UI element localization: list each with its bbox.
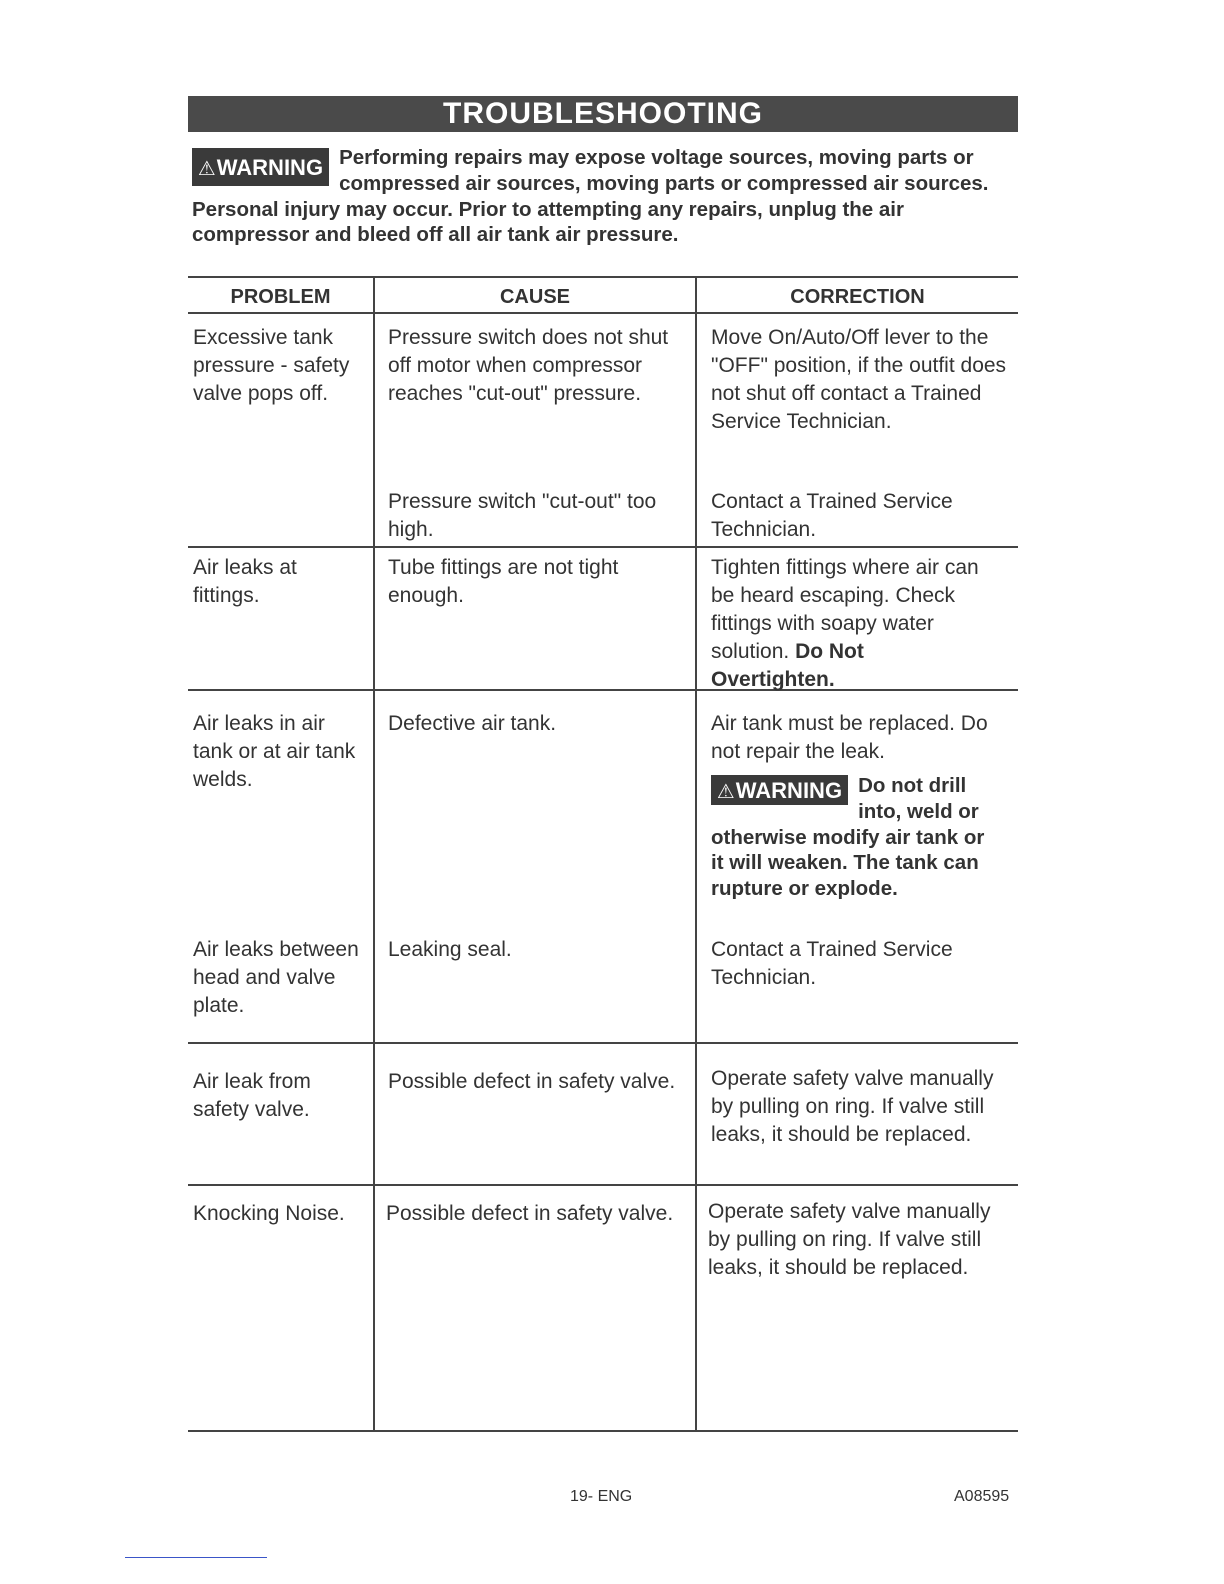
intro-warning-text: Performing repairs may expose voltage sources, moving parts or compressed air sources, moving parts or compressed air sources. Personal injury may occur. Prior to attempting any repairs, unplug the air compressor and bleed off all air tank air pressure. bbox=[192, 146, 989, 247]
correction-cell: Move On/Auto/Off lever to the "OFF" position, if the outfit does not shut off contact a Trained Service Technician. bbox=[711, 326, 1007, 433]
cause-cell: Tube fittings are not tight enough. bbox=[388, 556, 619, 607]
row-divider bbox=[188, 1042, 1018, 1044]
correction-cell: Operate safety valve manually by pulling on ring. If valve still leaks, it should be replaced. bbox=[708, 1200, 991, 1279]
troubleshooting-banner bbox=[188, 96, 1018, 132]
footer-underline bbox=[125, 1557, 267, 1558]
table-top-rule bbox=[188, 276, 1018, 278]
page-title: TROUBLESHOOTING bbox=[443, 97, 763, 130]
cause-cell: Leaking seal. bbox=[388, 938, 512, 961]
cause-cell: Possible defect in safety valve. bbox=[386, 1202, 674, 1225]
header-cause: CAUSE bbox=[499, 286, 570, 308]
column-divider bbox=[695, 276, 697, 1432]
warning-badge bbox=[192, 148, 329, 186]
warning-text: Do not drill into, weld or otherwise modify air tank or it will weaken. The tank can rupture or explode. bbox=[711, 774, 985, 901]
header-correction: CORRECTION bbox=[790, 286, 925, 308]
warning-label: WARNING bbox=[735, 778, 843, 803]
correction-text: Tighten fittings where air can be heard escaping. Check fittings with soapy water solution. bbox=[711, 556, 979, 663]
cause-cell: Defective air tank. bbox=[388, 712, 557, 735]
cause-cell: Possible defect in safety valve. bbox=[388, 1070, 676, 1093]
problem-cell: Air leaks at fittings. bbox=[193, 556, 297, 607]
tank-warning bbox=[711, 773, 1001, 902]
warning-badge bbox=[711, 775, 848, 805]
warning-triangle-icon: ⚠ bbox=[717, 781, 735, 803]
problem-cell: Air leaks in air tank or at air tank welds. bbox=[193, 712, 356, 791]
correction-cell: Air tank must be replaced. Do not repair the leak. bbox=[711, 712, 988, 763]
table-bottom-rule bbox=[188, 1430, 1018, 1432]
header-problem: PROBLEM bbox=[230, 286, 331, 308]
problem-cell: Excessive tank pressure - safety valve pops off. bbox=[193, 326, 350, 405]
row-divider bbox=[188, 1184, 1018, 1186]
problem-cell: Knocking Noise. bbox=[193, 1202, 345, 1225]
problem-cell: Air leaks between head and valve plate. bbox=[193, 938, 359, 1017]
correction-cell: Contact a Trained Service Technician. bbox=[711, 938, 953, 989]
correction-cell bbox=[711, 554, 991, 694]
header-rule bbox=[188, 312, 1018, 314]
warning-label: WARNING bbox=[216, 155, 324, 180]
intro-warning bbox=[192, 145, 1012, 248]
column-divider bbox=[373, 276, 375, 1432]
page-number: 19- ENG bbox=[570, 1488, 633, 1505]
document-code: A08595 bbox=[954, 1488, 1010, 1505]
problem-cell: Air leak from safety valve. bbox=[193, 1070, 311, 1121]
cause-cell: Pressure switch does not shut off motor when compressor reaches "cut-out" pressure. bbox=[388, 326, 669, 405]
cause-cell: Pressure switch "cut-out" too high. bbox=[388, 490, 657, 541]
warning-triangle-icon: ⚠ bbox=[198, 158, 216, 180]
row-divider bbox=[188, 546, 1018, 548]
correction-cell: Operate safety valve manually by pulling on ring. If valve still leaks, it should be replaced. bbox=[711, 1067, 994, 1146]
correction-cell: Contact a Trained Service Technician. bbox=[711, 490, 953, 541]
correction-bold-text: Do Not Overtighten. bbox=[711, 640, 864, 691]
